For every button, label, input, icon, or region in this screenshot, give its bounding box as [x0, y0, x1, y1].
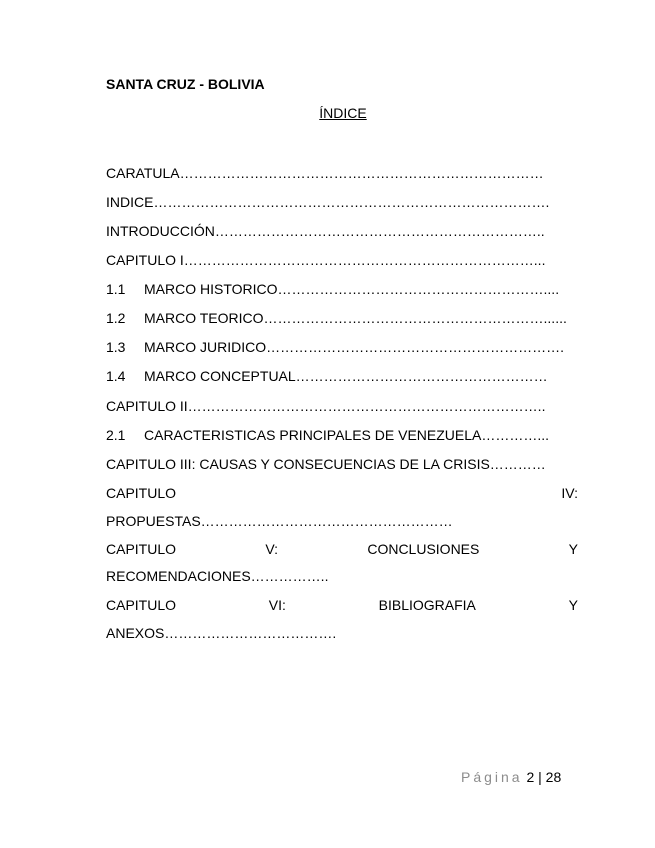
toc-entry-1-4 — [106, 366, 578, 386]
toc-word: Y — [568, 541, 578, 557]
toc-entry-number: 1.3 — [106, 339, 126, 355]
location-heading: SANTA CRUZ - BOLIVIA — [106, 76, 265, 92]
toc-entry-1-3 — [106, 337, 578, 357]
toc-word: VI: — [268, 597, 286, 613]
toc-entry-number: 1.2 — [106, 310, 126, 326]
page-label: Página — [461, 769, 523, 785]
toc-word: CONCLUSIONES — [367, 541, 480, 557]
toc-entry-2-1 — [106, 425, 578, 445]
toc-entry-text: MARCO CONCEPTUAL……………………………………………… — [144, 368, 548, 384]
toc-entry-1-2 — [106, 308, 578, 328]
toc-entry-number: 2.1 — [106, 427, 126, 443]
toc-entry-capitulo-4-continuation: PROPUESTAS……………………………………………… — [106, 513, 453, 529]
toc-word: CAPITULO — [106, 541, 177, 557]
toc-entry-capitulo-1: CAPITULO I…………………………………………………………………... — [106, 252, 546, 268]
toc-entry-capitulo-4 — [106, 483, 578, 503]
toc-entry-text: MARCO TEORICO……………………………………………………...... — [144, 310, 567, 326]
toc-entry-capitulo-6 — [106, 595, 578, 615]
toc-entry-1-1 — [106, 279, 578, 299]
toc-entry-introduccion: INTRODUCCIÓN…………………………………………………………….. — [106, 223, 545, 239]
toc-entry-number: 1.1 — [106, 281, 126, 297]
toc-entry-capitulo-5-continuation: RECOMENDACIONES…………….. — [106, 568, 329, 584]
toc-word: CAPITULO — [106, 597, 177, 613]
toc-entry-capitulo-3: CAPITULO III: CAUSAS Y CONSECUENCIAS DE LA CRISIS………… — [106, 456, 546, 472]
toc-entry-text: MARCO HISTORICO………………………………………………….... — [144, 281, 560, 297]
index-title: ÍNDICE — [319, 105, 367, 121]
toc-entry-capitulo-6-continuation: ANEXOS………………………………. — [106, 625, 337, 641]
page-footer — [461, 769, 561, 785]
toc-entry-caratula: CARATULA…………………………………………………………………… — [106, 165, 544, 181]
toc-entry-capitulo-5 — [106, 539, 578, 559]
toc-entry-text: CARACTERISTICAS PRINCIPALES DE VENEZUELA…………... — [144, 427, 550, 443]
toc-word: Y — [568, 597, 578, 613]
toc-word: IV: — [561, 485, 578, 501]
page-number: 2 | 28 — [526, 769, 562, 785]
toc-word: V: — [265, 541, 279, 557]
toc-word: BIBLIOGRAFIA — [378, 597, 476, 613]
toc-entry-text: MARCO JURIDICO………………………………………………………. — [144, 339, 564, 355]
toc-entry-number: 1.4 — [106, 368, 126, 384]
toc-entry-capitulo-2: CAPITULO II………………………………………………………………….. — [106, 398, 546, 414]
toc-word: CAPITULO — [106, 485, 177, 501]
toc-entry-indice: INDICE…………………………………………………………………………. — [106, 194, 550, 210]
